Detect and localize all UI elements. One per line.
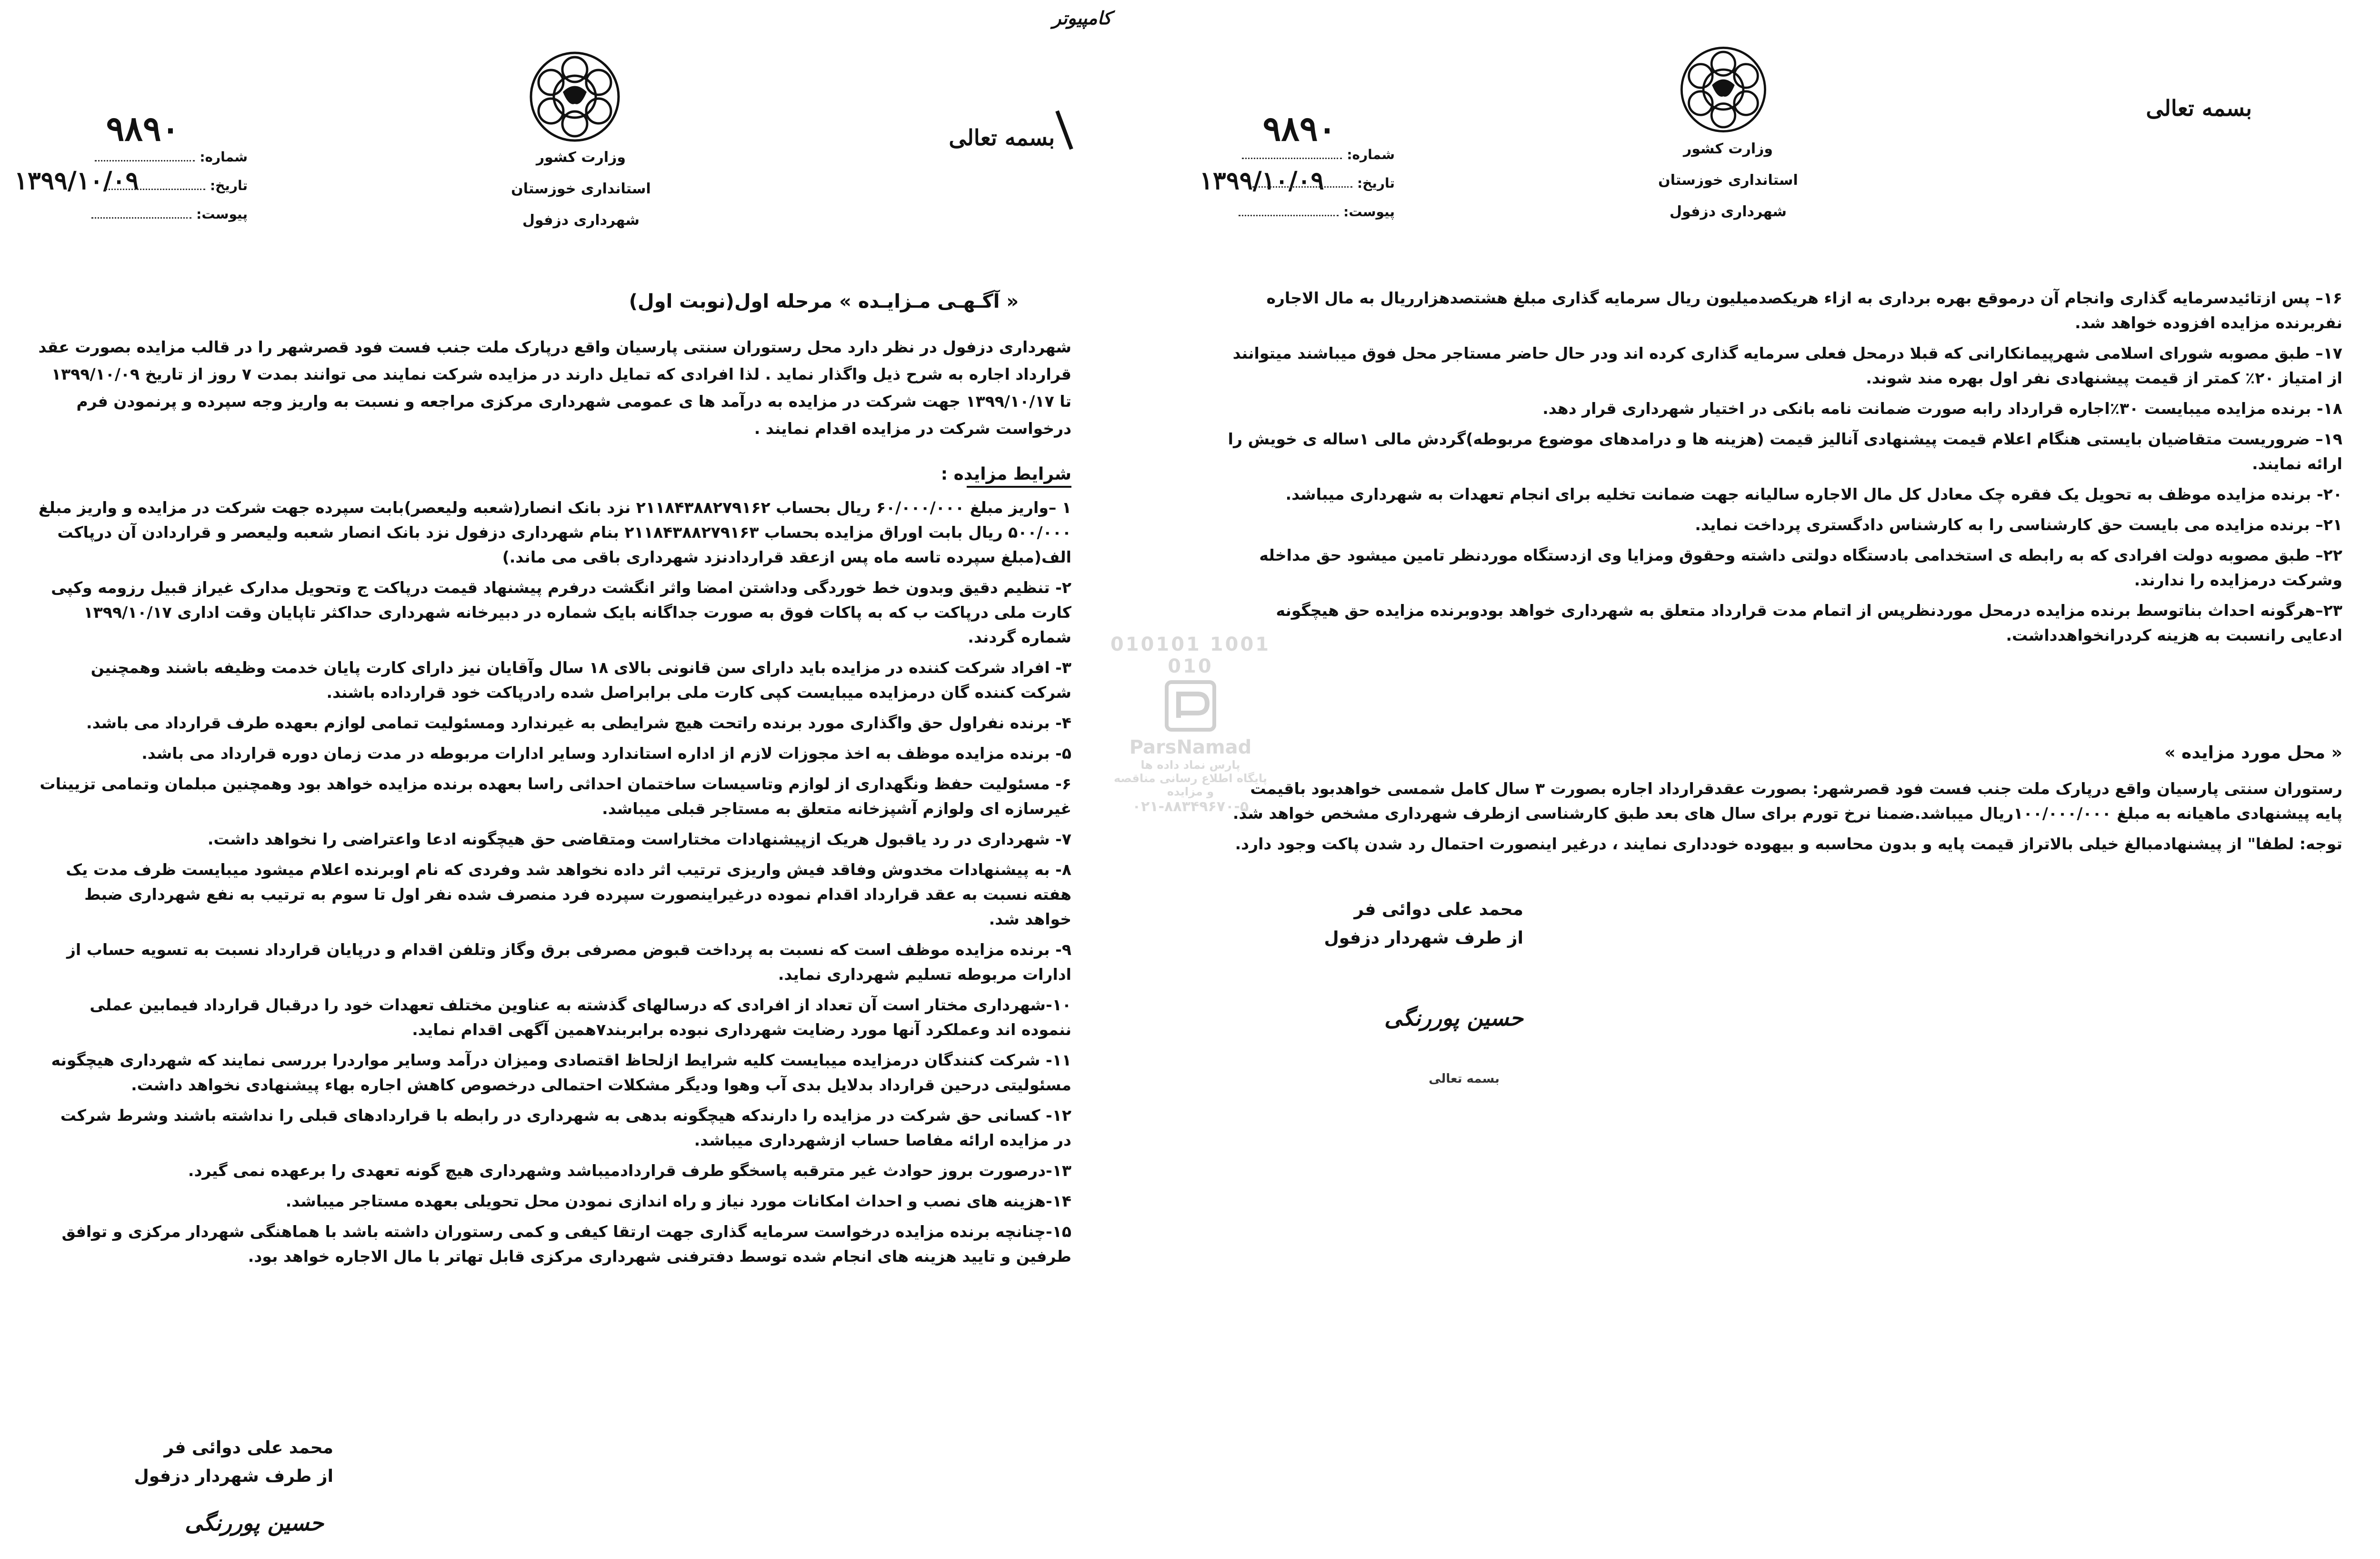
location-heading: « محل مورد مزایده » [2164,743,2342,763]
condition-item: ۱۲- کسانی حق شرکت در مزایده را دارندکه هیچگونه بدهی به شهرداری در رابطه با قراردادهای قبلی را نداشته باشند وشرط شرکت در مزایده ارائه مفاصا حساب ازشهرداری میباشد. [60,1106,1071,1149]
condition-item: ۱۹– ضروریست متقاضیان بایستی هنگام اعلام قیمت پیشنهادی آنالیز قیمت (هزینه ها و درامدهای موضوع مربوطه)گردش مالی ۱ساله ی خویش را ارائه نمایند. [1228,430,2342,473]
notice-title: « آگـهـی مـزایـده » مرحله اول(نوبت اول) [629,291,1019,312]
watermark-phone: ۰۲۱-۸۸۳۴۹۶۷۰-۵ [1132,798,1249,815]
signature-name: محمد علی دوائی فر [164,1438,333,1458]
date-value: ۱۳۹۹/۱۰/۰۹ [14,166,139,195]
parsnamad-watermark [1110,634,1271,815]
right-signature-scribble: حسین پوررنگی [1384,1005,1523,1031]
watermark-logo-icon [1152,677,1229,734]
condition-item: ۲۰- برنده مزایده موظف به تحویل یک فقره چک معادل کل مال الاجاره سالیانه جهت ضمانت تخلیه برای انجام تعهدات به شهرداری میباشد. [1285,485,2342,503]
signature-title: شهردار دزفول [1324,928,1449,948]
condition-item: ۹- برنده مزایده موظف است که نسبت به پرداخت قبوض مصرفی برق وگاز وتلفن اقدام و درپایان قرارداد نسبت به تسویه حساب از ادارات مربوطه تسلیم شهرداری نماید. [66,940,1071,984]
condition-item: ۱ –واریز مبلغ ۶۰/۰۰۰/۰۰۰ ریال بحساب ۲۱۱۸۴۳۸۸۲۷۹۱۶۲ نزد بانک انصار(شعبه ولیعصر)بابت سپرده جهت شرکت در مزایده و واریز مبلغ ۵۰۰/۰۰۰ ریال بابت اوراق مزایده بحساب ۲۱۱۸۴۳۸۸۲۷۹۱۶۳ بنام شهرداری دزفول نزد بانک انصار شعبه ولیعصر و قراردادن آن درپاکت الف(مبلغ سپرده تاسه ماه پس ازعقد قراردادنزد شهرداری باقی می ماند.) [38,498,1071,566]
condition-item: ۱۰-شهرداری مختار است آن تعداد از افرادی که درسالهای گذشته به عناوین مختلف تعهدات خود را درقبال قرارداد فیمابین عملی ننموده اند وعملکرد آنها مورد رضایت شهرداری نبوده برابربند۷همین آگهی اقدام نماید. [90,996,1071,1039]
condition-item: ۳- افراد شرکت کننده در مزایده باید دارای سن قانونی بالای ۱۸ سال وآقایان نیز دارای کارت پایان خدمت وظیفه باشند وهمچنین شرکت کننده گان درمزایده میبایست کپی کارت ملی برابراصل شده رادرپاکت خود قرارداده باشند. [90,658,1071,702]
location-details [1223,776,2342,862]
condition-item: ۱۷– طبق مصوبه شورای اسلامی شهرپیمانکارانی که قبلا درمحل فعلی سرمایه گذاری کرده اند ودر حال حاضر مستاجر محل فوق میباشند میتوانند از امتیاز ۲۰٪ کمتر از قیمت پیشنهادی نفر اول بهره مند شوند. [1232,344,2342,387]
watermark-line1: پارس نماد داده ها [1140,758,1240,772]
org-province: استانداری خوزستان [1658,172,1798,189]
conditions-heading: شرایط مزایده : [940,464,1071,484]
pen-mark-icon [1052,109,1076,151]
number-value: ۹۸۹۰ [1262,108,1337,149]
org-province: استانداری خوزستان [511,181,651,197]
number-label: شماره: [200,149,248,165]
signature-behalf: از طرف [1455,928,1523,948]
conditions-list-continued [1223,286,2342,654]
watermark-brand: ParsNamad [1129,736,1252,758]
condition-item: ۴- برنده نفراول حق واگذاری مورد برنده راتحت هیچ شرایطی به غیرندارد ومسئولیت تمامی لوازم بعهده طرف قرارداد می باشد. [86,714,1071,732]
attachment-label: پیوست: [1343,204,1395,220]
signature-behalf: از طرف [265,1467,333,1486]
handwritten-stroke [1052,109,1076,151]
number-label: شماره: [1347,147,1395,162]
signature-name: محمد علی دوائی فر [1354,900,1523,919]
org-header [490,142,671,236]
signature-title: شهردار دزفول [134,1467,259,1486]
condition-item: ۱۴-هزینه های نصب و احداث امکانات مورد نیاز و راه اندازی نمودن محل تحویلی بعهده مستاجر میباشد. [285,1192,1071,1210]
condition-item: ۱۳-درصورت بروز حوادث غیر مترقبه پاسخگو طرف قراردادمیباشد وشهرداری هیچ گونه تعهدی را برعهده نمی گیرد. [188,1161,1071,1180]
org-ministry: وزارت کشور [536,149,626,166]
org-city: شهرداری دزفول [522,212,640,229]
org-header [1638,133,1819,228]
condition-item: ۲۳–هرگونه احداث بناتوسط برنده مزایده درمحل موردنظرپس از اتمام مدت قرارداد متعلق به شهرداری خواهد بودوبرنده مزایده حق هیچگونه ادعایی رانسبت به هزینه کردرانخواهدداشت. [1276,601,2342,644]
date-label: تاریخ: [1357,175,1395,191]
right-signature [1323,895,1523,953]
condition-item: ۲۱– برنده مزایده می بایست حق کارشناسی را به کارشناس دادگستری پرداخت نماید. [1695,515,2342,534]
condition-item: ۱۱- شرکت کنندگان درمزایده میبایست کلیه شرایط ازلحاظ اقتصادی ومیزان درآمد وسایر مواردرا بررسی نمایند که شهرداری هیچگونه مسئولیتی درحین قرارداد بدلایل بدی آب وهوا ودیگر مشکلات احتمالی درخصوص کاهش اجاره بهاء پیشنهادی نخواهد داشت. [51,1051,1071,1094]
meta-labels [95,143,248,229]
condition-item: ۸- به پیشنهادات مخدوش وفاقد فیش واریزی ترتیب اثر داده نخواهد شد وفردی که نام اوبرنده اعلام میشود میبایست ظرف مدت یک هفته نسبت به عقد قرارداد اقدام نموده درغیراینصورت سپرده فرد منصرف شده نفر اول تا سوم به ترتیب به نفع شهرداری ضبط خواهد شد. [66,860,1071,928]
condition-item: ۵- برنده مزایده موظف به اخذ مجوزات لازم از اداره استاندارد وسایر ادارات مربوطه در مدت زمان دوره قرارداد می باشد. [141,744,1071,763]
watermark-binary: 010101 1001 010 [1110,634,1271,677]
location-paragraph: رستوران سنتی پارسیان واقع درپارک ملت جنب فست فود قصرشهر: بصورت عقدقرارداد اجاره بصورت ۳ سال کامل شمسی خواهدبود باقیمت پایه پیشنهادی ماهیانه به مبلغ ۱۰۰/۰۰۰/۰۰۰ریال میباشد.ضمنا نرخ تورم برای سال های بعد طبق کارشناسی ازطرف شهرداری مشخص خواهد شد. [1232,779,2342,823]
conditions-list [38,495,1071,1275]
condition-item: ۱۵-چنانچه برنده مزایده درخواست سرمایه گذاری جهت ارتقا کیفی و کمی رستوران داشته باشد با هماهنگی شهردار مرکزی و توافق طرفین و تایید هزینه های انجام شده توسط دفترفنی شهرداری مرکزی قابل تهاتر با مال الاجاره خواهد بود. [61,1222,1071,1266]
dezful-municipality-emblem [525,47,625,147]
left-signature [133,1434,333,1491]
bidding-note: توجه: لطفا" از پیشنهادمبالغ خیلی بالاتراز قیمت پایه و بدون محاسبه و بیهوده خودداری نمایند ، درغیر اینصورت احتمال رد شدن پاکت وجود دارد. [1235,835,2342,853]
condition-item: ۲۲– طبق مصوبه دولت افرادی که به رابطه ی استخدامی بادستگاه دولتی داشته وحقوق ومزایا وی ازدستگاه موردنظر تامین میشود حق مداخله وشرکت درمزایده را ندارند. [1259,546,2342,589]
bismillah: بسمه تعالی [949,125,1055,151]
date-value: ۱۳۹۹/۱۰/۰۹ [1200,166,1324,195]
watermark-line2: پایگاه اطلاع رسانی مناقصه و مزایده [1114,772,1267,798]
dezful-municipality-emblem [1676,42,1771,137]
condition-item: ۱۶– پس ازتائیدسرمایه گذاری وانجام آن درموقع بهره برداری به ازاء هریکصدمیلیون ریال سرمایه گذاری مبلغ هشتصدهزارریال به مال الاجاره نفربرنده مزایده افزوده خواهد شد. [1266,289,2342,332]
date-label: تاریخ: [210,178,248,193]
attachment-label: پیوست: [196,206,248,222]
number-value: ۹۸۹۰ [106,108,180,149]
notice-intro: شهرداری دزفول در نظر دارد محل رستوران سنتی پارسیان واقع درپارک ملت جنب فست فود قصرشهر را در قالب مزایده بصورت عقد قرارداد اجاره به شرح ذیل واگذار نماید . لذا افرادی که تمایل دارند در مزایده شرکت نمایند می توانند بمدت ۷ روز از تاریخ ۱۳۹۹/۱۰/۰۹ تا ۱۳۹۹/۱۰/۱۷ جهت شرکت در مزایده به درآمد ها ی عمومی شهرداری مرکزی مراجعه و نسبت به واریز وجه سپرده و پرنمودن فرم درخواست شرکت در مزایده اقدام نمایند . [38,338,1071,438]
org-city: شهرداری دزفول [1669,203,1787,220]
condition-item: ۶- مسئولیت حفظ ونگهداری از لوازم وتاسیسات ساختمان احداثی راسا بعهده برنده مزایده خواهد بود وهمچنین مبلمان وتمامی تزیینات غیرسازه ای ولوازم آشپزخانه متعلق به مستاجر قبلی میباشد. [40,774,1071,818]
right-page [1190,0,2380,1559]
left-signature-scribble: حسین پوررنگی [185,1510,324,1536]
bismillah: بسمه تعالی [2146,95,2252,121]
org-ministry: وزارت کشور [1683,141,1773,157]
condition-item: ۲- تنظیم دقیق وبدون خط خوردگی وداشتن امضا واثر انگشت درفرم پیشنهاد قیمت درپاکت ج وتحویل مدارک غیراز قبیل رزومه وکپی کارت ملی درپاکت ب که به پاکات فوق به صورت جداگانه بایک شماره در دبیرخانه شهرداری حداکثر تاپایان وقت اداری ۱۳۹۹/۱۰/۱۷ شماره گردند. [51,578,1071,646]
condition-item: ۱۸- برنده مزایده میبایست ۳۰٪اجاره قرارداد رابه صورت ضمانت نامه بانکی در اختیار شهرداری قرار دهد. [1542,399,2342,418]
bottom-mark: بسمه تعالی [1429,1072,1500,1086]
meta-labels [1242,141,1395,226]
condition-item: ۷- شهرداری در رد یاقبول هریک ازپیشنهادات مختاراست ومتقاضی حق هیچگونه ادعا واعتراضی را نخواهد داشت. [207,830,1071,848]
handwritten-note: کامپیوتر [1052,7,1112,29]
